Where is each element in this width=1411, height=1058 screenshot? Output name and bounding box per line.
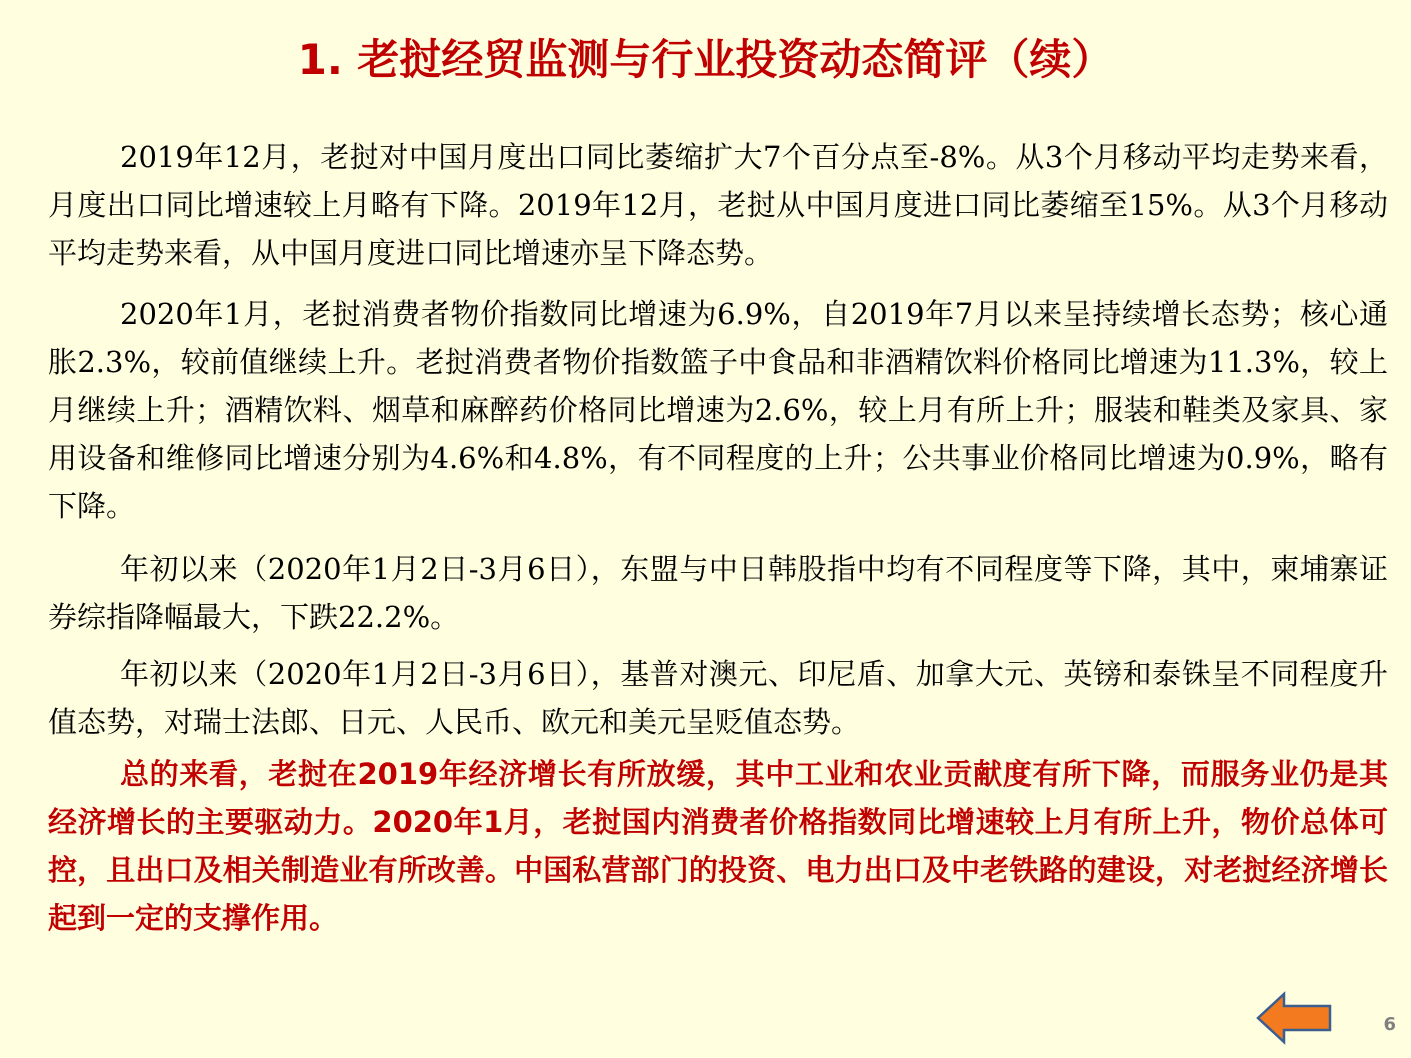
paragraph-cpi: 2020年1月，老挝消费者物价指数同比增速为6.9%，自2019年7月以来呈持续增长态势；核心通胀2.3%，较前值继续上升。老挝消费者物价指数篮子中食品和非酒精饮料价格同比增速为11.3%，较上月继续上升；酒精饮料、烟草和麻醉药价格同比增速为2.6%，较上月有所上升；服装和鞋类及家具、家用设备和维修同比增速分别为4.6%和4.8%，有不同程度的上升；公共事业价格同比增速为0.9%，略有下降。: [48, 297, 1388, 523]
page-number: 6: [1383, 1014, 1396, 1035]
back-button[interactable]: [1254, 988, 1334, 1048]
paragraph-exchange-rate: 年初以来（2020年1月2日-3月6日），基普对澳元、印尼盾、加拿大元、英镑和泰铢呈不同程度升值态势，对瑞士法郎、日元、人民币、欧元和美元呈贬值态势。: [48, 657, 1388, 739]
paragraph-trade: 2019年12月，老挝对中国月度出口同比萎缩扩大7个百分点至-8%。从3个月移动平均走势来看，月度出口同比增速较上月略有下降。2019年12月，老挝从中国月度进口同比萎缩至15%。从3个月移动平均走势来看，从中国月度进口同比增速亦呈下降态势。: [48, 140, 1388, 270]
summary-paragraph: 总的来看，老挝在2019年经济增长有所放缓，其中工业和农业贡献度有所下降，而服务业仍是其经济增长的主要驱动力。2020年1月，老挝国内消费者价格指数同比增速较上月有所上升，物价总体可控，且出口及相关制造业有所改善。中国私营部门的投资、电力出口及中老铁路的建设，对老挝经济增长起到一定的支撑作用。: [48, 757, 1388, 935]
page-title: 1. 老挝经贸监测与行业投资动态简评（续）: [297, 35, 1114, 84]
content-body: [48, 133, 1388, 942]
paragraph-stock-index: 年初以来（2020年1月2日-3月6日），东盟与中日韩股指中均有不同程度等下降，其中，柬埔寨证券综指降幅最大，下跌22.2%。: [48, 552, 1388, 634]
left-arrow-icon: [1254, 988, 1334, 1048]
